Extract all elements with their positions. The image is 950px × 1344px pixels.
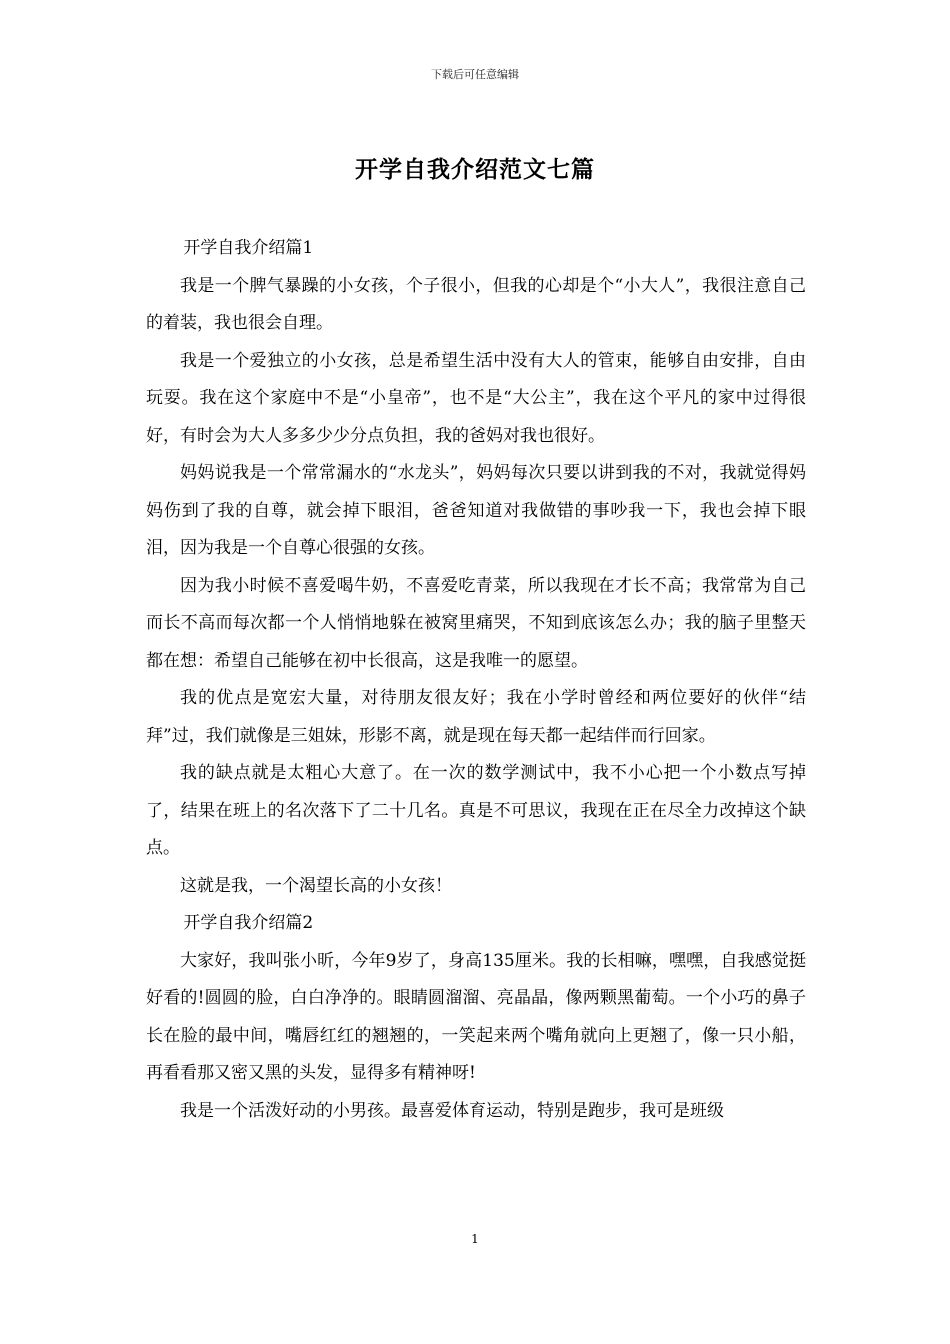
- document-body: [146, 230, 806, 1130]
- body-paragraph: 因为我小时候不喜爱喝牛奶，不喜爱吃青菜，所以我现在才长不高；我常常为自己而长不高而每次都一个人悄悄地躲在被窝里痛哭，不知到底该怎么办；我的脑子里整天都在想：希望自己能够在初中长很高，这是我唯一的愿望。: [146, 575, 806, 671]
- body-paragraph: 我是一个活泼好动的小男孩。最喜爱体育运动，特别是跑步，我可是班级: [180, 1100, 724, 1121]
- body-paragraph: 这就是我，一个渴望长高的小女孩！: [180, 875, 452, 896]
- header-note: 下载后可任意编辑: [431, 68, 519, 81]
- section-heading: 开学自我介绍篇1: [183, 238, 314, 258]
- body-paragraph: 妈妈说我是一个常常漏水的“水龙头”，妈妈每次只要以讲到我的不对，我就觉得妈妈伤到了我的自尊，就会掉下眼泪，爸爸知道对我做错的事吵我一下，我也会掉下眼泪，因为我是一个自尊心很强的女孩。: [146, 463, 806, 558]
- page-number: 1: [471, 1232, 479, 1246]
- body-paragraph: 我是一个爱独立的小女孩，总是希望生活中没有大人的管束，能够自由安排，自由玩耍。我在这个家庭中不是“小皇帝”，也不是“大公主”，我在这个平凡的家中过得很好，有时会为大人多多少少分点负担，我的爸妈对我也很好。: [146, 350, 806, 446]
- document-title: 开学自我介绍范文七篇: [355, 156, 595, 183]
- body-paragraph: 我是一个脾气暴躁的小女孩，个子很小，但我的心却是个“小大人”，我很注意自己的着装，我也很会自理。: [146, 275, 806, 333]
- section-heading: 开学自我介绍篇2: [183, 913, 314, 933]
- body-paragraph: 大家好，我叫张小昕，今年9岁了，身高135厘米。我的长相嘛，嘿嘿，自我感觉挺好看的!圆圆的脸，白白净净的。眼睛圆溜溜、亮晶晶，像两颗黑葡萄。一个小巧的鼻子长在脸的最中间，嘴唇红红的翘翘的，一笑起来两个嘴角就向上更翘了，像一只小船，再看看那又密又黑的头发，显得多有精神呀!: [146, 950, 806, 1083]
- body-paragraph: 我的优点是宽宏大量，对待朋友很友好；我在小学时曾经和两位要好的伙伴“结拜”过，我们就像是三姐妹，形影不离，就是现在每天都一起结伴而行回家。: [146, 688, 806, 746]
- body-paragraph: 我的缺点就是太粗心大意了。在一次的数学测试中，我不小心把一个小数点写掉了，结果在班上的名次落下了二十几名。真是不可思议，我现在正在尽全力改掉这个缺点。: [146, 763, 806, 858]
